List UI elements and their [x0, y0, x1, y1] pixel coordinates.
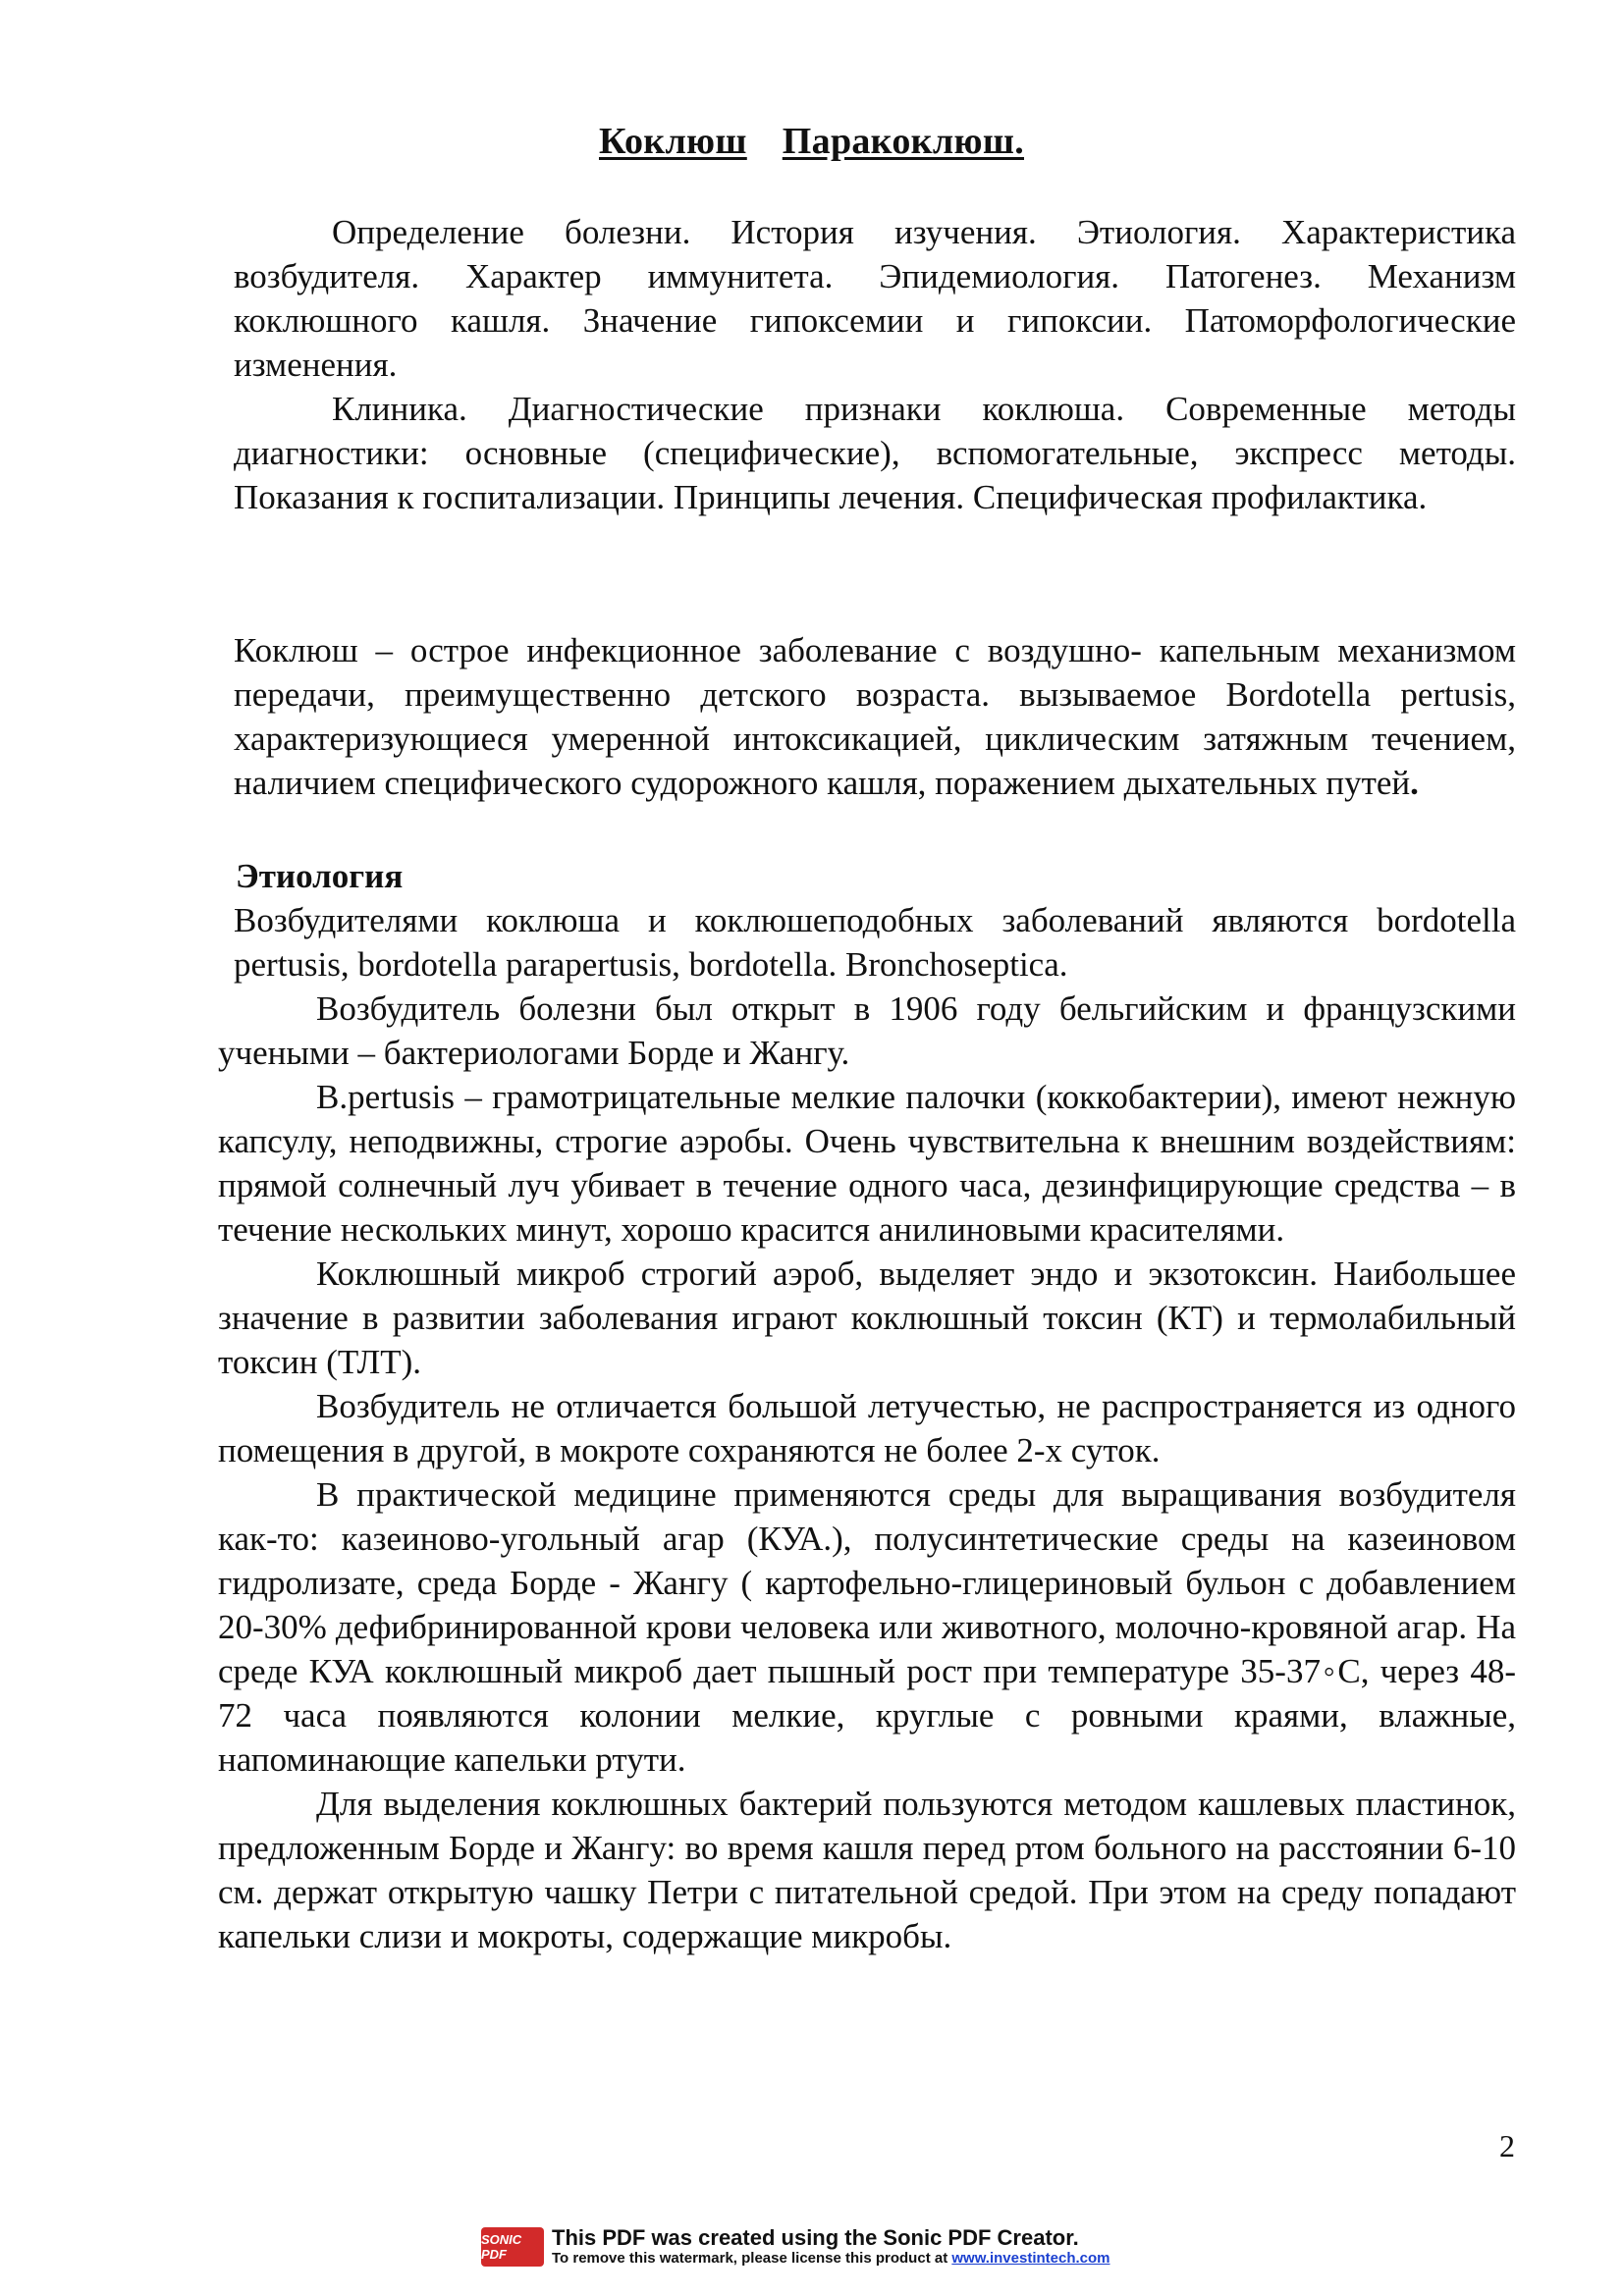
page-number: 2: [1499, 2128, 1515, 2163]
definition-paragraph: [234, 628, 1516, 805]
definition-text: Коклюш – острое инфекционное заболевание с воздушно- капельным механизмом передачи, преимущественно детского возраста. вызываемое Bordotella pertusis, характеризующиеся умеренной интоксикацией, циклическим затяжным течением, наличием специфического судорожного кашля, поражением дыхательных путей: [234, 631, 1516, 802]
intro-section: [234, 210, 1516, 519]
etiology-paragraph-6: В практической медицине применяются среды для выращивания возбудителя как-то: казеиново-угольный агар (КУА.), полусинтетические среды на казеиновом гидролизате, среда Борде - Жангу ( картофельно-глицериновый бульон с добавлением 20-30% дефибринированной крови человека или животного, молочно-кровяной агар. На среде КУА коклюшный микроб дает пышный рост при температуре 35-37◦С, через 48-72 часа появляются колонии мелкие, круглые с ровными краями, влажные, напоминающие капельки ртути.: [218, 1475, 1516, 1779]
document-title: [0, 120, 1623, 163]
intro-paragraph-2: Клиника. Диагностические признаки коклюша. Современные методы диагностики: основные (специфические), вспомогательные, экспресс методы. Показания к госпитализации. Принципы лечения. Специфическая профилактика.: [234, 390, 1516, 516]
etiology-paragraph-3: B.pertusis – грамотрицательные мелкие палочки (коккобактерии), имеют нежную капсулу, неподвижны, строгие аэробы. Очень чувствительна к внешним воздействиям: прямой солнечный луч убивает в течение одного часа, дезинфицирующие средства – в течение нескольких минут, хорошо красится анилиновыми красителями.: [218, 1078, 1516, 1249]
etiology-paragraph-5: Возбудитель не отличается большой летучестью, не распространяется из одного помещения в другой, в мокроте сохраняются не более 2-х суток.: [218, 1387, 1516, 1469]
etiology-heading: Этиология: [236, 857, 404, 895]
watermark-line-2-prefix: To remove this watermark, please license this product at: [552, 2250, 952, 2267]
watermark-line-1: This PDF was created using the Sonic PDF Creator.: [552, 2225, 1079, 2250]
watermark-line-2: [552, 2250, 1110, 2268]
title-part-parapertussis: Паракоклюш.: [782, 121, 1024, 162]
etiology-paragraph-2: Возбудитель болезни был открыт в 1906 году бельгийским и французскими учеными – бактериологами Борде и Жангу.: [218, 989, 1516, 1072]
title-part-pertussis: Коклюш: [598, 121, 747, 162]
watermark-link[interactable]: www.investintech.com: [951, 2250, 1110, 2267]
etiology-section: [218, 854, 1516, 1958]
definition-end-mark: .: [1410, 764, 1419, 802]
definition-section: [234, 628, 1516, 805]
intro-paragraph-1: Определение болезни. История изучения. Этиология. Характеристика возбудителя. Характер иммунитета. Эпидемиология. Патогенез. Механизм коклюшного кашля. Значение гипоксемии и гипоксии. Патоморфологические изменения.: [234, 213, 1516, 384]
etiology-paragraph-4: Коклюшный микроб строгий аэроб, выделяет эндо и экзотоксин. Наибольшее значение в развитии заболевания играют коклюшный токсин (КТ) и термолабильный токсин (ТЛТ).: [218, 1255, 1516, 1381]
sonic-pdf-logo-text: SONIC PDF: [481, 2232, 522, 2262]
watermark-text: [552, 2226, 1110, 2268]
etiology-paragraph-7: Для выделения коклюшных бактерий пользуются методом кашлевых пластинок, предложенным Борде и Жангу: во время кашля перед ртом больного на расстоянии 6-10 см. держат открытую чашку Петри с питательной средой. При этом на среду попадают капельки слизи и мокроты, содержащие микробы.: [218, 1785, 1516, 1955]
etiology-paragraph-1: Возбудителями коклюша и коклюшеподобных заболеваний являются bordotella pertusis, bordotella parapertusis, bordotella. Bronchoseptica.: [234, 901, 1516, 984]
pdf-watermark: [481, 2226, 1110, 2268]
sonic-pdf-logo-icon: [481, 2227, 544, 2267]
